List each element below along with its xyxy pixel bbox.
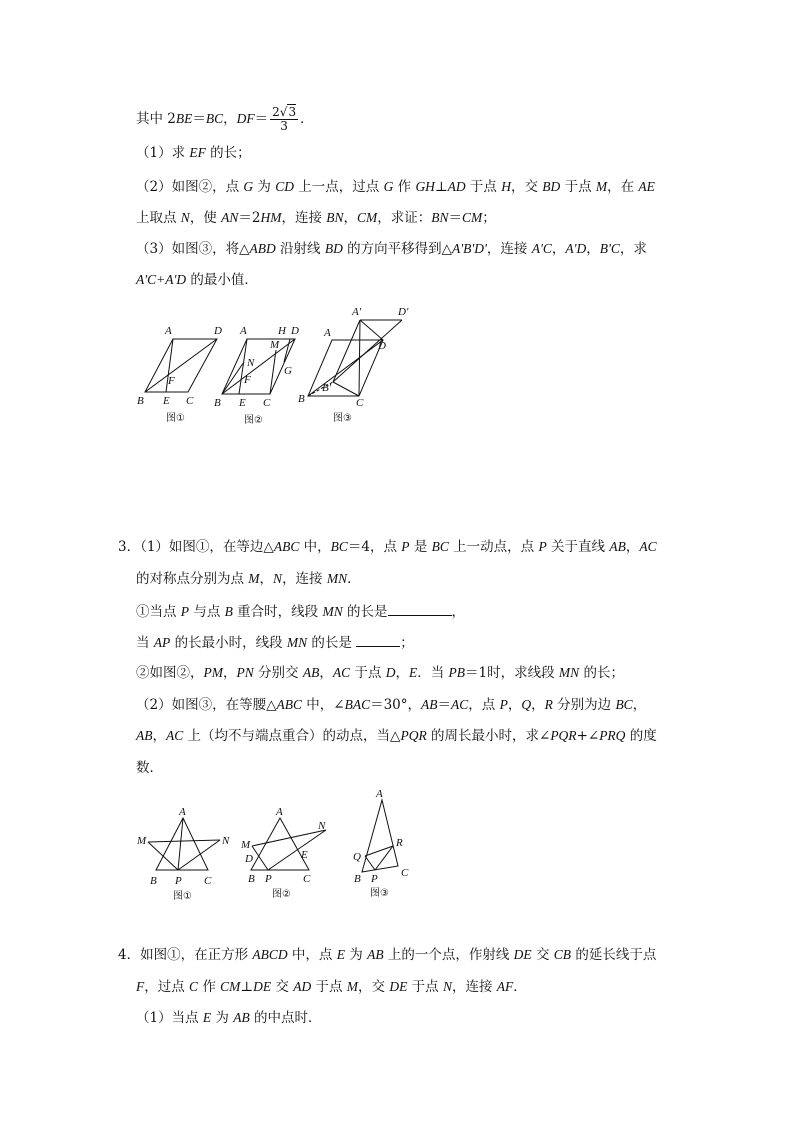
diagonal-bd: [308, 340, 383, 396]
var: A'D: [565, 241, 587, 256]
var: BD: [542, 179, 561, 194]
text: ，: [625, 539, 640, 555]
label-p: P: [175, 875, 182, 887]
fig-caption: 图①: [166, 413, 185, 424]
text: 交: [271, 979, 294, 995]
text: ，连接: [281, 210, 327, 226]
var: BD: [324, 241, 343, 256]
segment-bp-c: [333, 382, 359, 396]
label-b: B: [150, 875, 157, 887]
text: （2）如图③，在等腰△: [136, 697, 277, 713]
label-c: C: [263, 397, 271, 409]
text: （2）如图②，点: [136, 179, 244, 195]
label-bp: B′: [322, 382, 332, 394]
label-c: C: [204, 875, 212, 887]
segment-qp: [365, 856, 375, 870]
var: G: [383, 179, 394, 194]
var: AB: [421, 697, 438, 712]
text: 中，: [299, 539, 331, 555]
p2-q2-line1: [136, 177, 655, 197]
text: ，连接: [282, 571, 327, 587]
label-a: A: [276, 806, 283, 818]
p3-line8: [136, 758, 163, 778]
fraction: $\frac{2√3}{3}$: [272, 105, 297, 133]
var: BE: [175, 111, 193, 126]
segment-ap-bp: [333, 320, 360, 382]
text: 上（均不与端点重合）的动点，当△: [183, 728, 401, 744]
var: ABD: [249, 241, 276, 256]
text: （1）当点: [136, 1010, 203, 1026]
text: ．: [347, 571, 361, 587]
label-b: B: [298, 393, 305, 405]
text: 为: [344, 947, 368, 963]
text: ．: [300, 111, 314, 127]
var: DE: [389, 979, 408, 994]
text: ⊥: [240, 979, 254, 995]
var: HM: [260, 210, 282, 225]
text: （1）如图①，在等边△: [140, 539, 274, 555]
text: ②如图②，: [136, 665, 204, 681]
text: 的长是: [342, 604, 388, 620]
p3-figures: [0, 780, 794, 905]
var: AE: [638, 179, 655, 194]
var: AC: [451, 697, 469, 712]
segment-mp: [252, 846, 268, 870]
p3-line1: [118, 537, 657, 557]
label-c: C: [356, 397, 364, 409]
text: ，: [451, 604, 466, 620]
label-b: B: [214, 397, 221, 409]
label-a: A: [376, 788, 383, 800]
var: P: [499, 697, 508, 712]
var: R: [544, 697, 553, 712]
var: PRQ: [599, 728, 626, 743]
text: ，: [507, 697, 522, 713]
text: ，: [343, 210, 358, 226]
text: 数．: [136, 760, 163, 776]
label-p: P: [265, 873, 272, 885]
var: BC: [615, 697, 633, 712]
segment-ap-d: [360, 320, 383, 340]
var: D: [385, 665, 396, 680]
text: ，使: [189, 210, 222, 226]
text: ，: [319, 665, 333, 681]
var: AC: [639, 539, 657, 554]
var: PM: [203, 665, 223, 680]
text: 的对称点分别为点: [136, 571, 249, 587]
label-q: Q: [353, 851, 361, 863]
p2-q3-line1: [136, 239, 647, 259]
segment-gh: [284, 339, 290, 362]
var: ABC: [276, 697, 302, 712]
text: ．: [513, 979, 527, 995]
label-n: N: [222, 835, 230, 847]
diagonal-bd: [145, 339, 217, 392]
text: ，求: [619, 241, 647, 257]
text: 与点: [189, 604, 225, 620]
text: ，交: [510, 179, 543, 195]
label-f: F: [244, 374, 251, 386]
label-a: A: [165, 325, 172, 337]
var: MN: [286, 635, 308, 650]
text: ，连接: [451, 979, 497, 995]
text: 分别为边: [552, 697, 616, 713]
var: MN: [558, 665, 580, 680]
text: ，求证：: [377, 210, 432, 226]
p3-line3: [136, 601, 465, 622]
frac-radicand: 3: [288, 105, 297, 119]
label-a: A: [179, 806, 186, 818]
var: DE: [513, 947, 532, 962]
text: 如图①，在正方形: [140, 947, 253, 963]
text: 的长是: [307, 635, 357, 651]
var: ABCD: [252, 947, 288, 962]
frac-denominator: 3: [280, 119, 288, 133]
segment-pn: [178, 840, 220, 870]
var: BC: [431, 539, 449, 554]
var: M: [346, 979, 359, 994]
text: 于点: [560, 179, 596, 195]
text: ，: [531, 697, 545, 713]
label-r: R: [396, 837, 403, 849]
var: AF: [496, 979, 514, 994]
var: EF: [189, 145, 206, 160]
frac-coef: 2: [272, 105, 280, 119]
fig-caption: 图②: [272, 889, 291, 900]
text: 重合时，线段: [232, 604, 323, 620]
var: CM: [220, 979, 241, 994]
label-e: E: [239, 397, 246, 409]
p2-fig3: [298, 306, 409, 424]
label-n: N: [318, 820, 326, 832]
text: ＝: [437, 697, 452, 713]
text: ＝: [254, 111, 269, 127]
text: 的方向平移得到△: [342, 241, 453, 257]
text: 的周长最小时，求∠: [426, 728, 551, 744]
var: CM: [357, 210, 378, 225]
var: BC: [330, 539, 348, 554]
text: 其中 2: [136, 111, 176, 127]
fig-caption: 图③: [370, 888, 389, 899]
p4-line3: [136, 1008, 322, 1028]
p2-figures: [0, 300, 794, 430]
p2-condition: [136, 106, 314, 133]
label-d: D: [245, 853, 253, 865]
label-e: E: [301, 849, 308, 861]
var: AD: [293, 979, 312, 994]
var: AB: [233, 1010, 250, 1025]
problem-number: 4．: [118, 947, 141, 963]
p2-fig2: [214, 325, 299, 426]
label-b: B: [137, 395, 144, 407]
var: AD: [447, 179, 466, 194]
var: B'C: [599, 241, 620, 256]
text: ，在: [607, 179, 639, 195]
var: DE: [253, 979, 272, 994]
segment-bn: [222, 362, 244, 394]
fig-caption: 图②: [244, 415, 263, 426]
text: 交: [531, 947, 554, 963]
text: 于点: [350, 665, 386, 681]
p2-fig1: [137, 325, 222, 424]
text: ，: [152, 728, 166, 744]
var: A'C+A'D: [136, 272, 187, 287]
text: 上的一个点，作射线: [383, 947, 514, 963]
label-m: M: [137, 835, 147, 847]
label-d: D: [214, 325, 222, 337]
label-f: F: [168, 375, 175, 387]
text: ，: [223, 111, 237, 127]
text: ＝2: [238, 210, 261, 226]
text: ，连接: [486, 241, 532, 257]
p2-q3-line2: [136, 270, 258, 290]
var: P: [538, 539, 547, 554]
p3-line5: [136, 663, 624, 683]
text: 当: [136, 635, 154, 651]
var: AC: [332, 665, 351, 680]
var: AB: [302, 665, 320, 680]
var: M: [248, 571, 260, 586]
var: ABC: [273, 539, 300, 554]
var: AC: [166, 728, 184, 743]
var: PN: [236, 665, 254, 680]
text: ＝: [448, 210, 463, 226]
text: 于点: [311, 979, 347, 995]
text: 的中点时．: [249, 1010, 322, 1026]
segment-mp: [148, 842, 178, 870]
var: AB: [367, 947, 384, 962]
var: F: [136, 979, 145, 994]
text: ，: [395, 665, 409, 681]
text: 关于直线: [546, 539, 610, 555]
var: MN: [322, 604, 343, 619]
text: ＝1时，求线段: [465, 665, 559, 681]
p2-q1: [136, 143, 251, 163]
text: ＝30°，: [370, 697, 422, 713]
var: Q: [521, 697, 532, 712]
label-dp: D′: [398, 306, 409, 318]
text: ①当点: [136, 604, 181, 620]
p3-fig2: [240, 806, 326, 900]
text: ，过点: [144, 979, 190, 995]
text: 分别交: [253, 665, 303, 681]
text: ，点: [468, 697, 500, 713]
var: AN: [221, 210, 239, 225]
text: （1）求: [136, 145, 190, 161]
text: 的延长线于点: [571, 947, 657, 963]
text: 的最小值．: [186, 272, 258, 288]
text: ，: [632, 697, 647, 713]
text: 于点: [407, 979, 443, 995]
text: 中，点: [287, 947, 337, 963]
var: A'B'D': [452, 241, 487, 256]
text: +∠: [576, 728, 600, 744]
text: ，: [223, 665, 237, 681]
label-c: C: [401, 867, 409, 879]
label-a: A: [240, 325, 247, 337]
var: P: [401, 539, 410, 554]
var: CB: [553, 947, 572, 962]
text: ，: [551, 241, 566, 257]
text: 的长；: [205, 145, 251, 161]
var: AB: [136, 728, 153, 743]
label-d: D: [378, 340, 386, 352]
triangle-abc: [362, 800, 398, 872]
text: 作: [198, 979, 221, 995]
label-g: G: [284, 365, 292, 377]
p3-line6: [136, 695, 646, 715]
p3-fig1: [136, 806, 230, 902]
label-c: C: [186, 395, 194, 407]
text: 沿射线: [275, 241, 325, 257]
text: 是: [409, 539, 432, 555]
var: PQR: [550, 728, 577, 743]
segment-ap-c: [359, 320, 360, 396]
fig-caption: 图③: [333, 413, 352, 424]
label-a: A: [324, 327, 331, 339]
label-ap: A′: [352, 306, 362, 318]
text: ，交: [358, 979, 390, 995]
var: BN: [326, 210, 344, 225]
var: G: [243, 179, 254, 194]
text: 为: [253, 179, 276, 195]
var: B: [224, 604, 233, 619]
text: 的长最小时，线段: [170, 635, 287, 651]
var: E: [202, 1010, 212, 1025]
label-n: N: [247, 357, 255, 369]
text: ，: [259, 571, 274, 587]
text: （3）如图③，将△: [136, 241, 250, 257]
text: ；: [400, 635, 414, 651]
text: 为: [211, 1010, 234, 1026]
problem-number: 3．: [118, 539, 141, 555]
text: 的度: [625, 728, 657, 744]
label-p: P: [371, 873, 378, 885]
p4-line1: [118, 945, 656, 965]
var: CM: [462, 210, 483, 225]
text: ．当: [417, 665, 449, 681]
text: ⊥: [434, 179, 448, 195]
p4-line2: [136, 977, 527, 997]
segment-mn: [148, 840, 220, 842]
fig-caption: 图①: [173, 891, 192, 902]
text: ；: [482, 210, 496, 226]
text: 上一点，过点: [294, 179, 384, 195]
var: A'C: [531, 241, 552, 256]
label-m: M: [241, 839, 251, 851]
var: H: [501, 179, 511, 194]
var: AP: [153, 635, 171, 650]
var: PB: [448, 665, 466, 680]
text: ，: [586, 241, 600, 257]
var: PQR: [400, 728, 427, 743]
text: 上一动点，点: [448, 539, 539, 555]
text: ＝: [192, 111, 206, 127]
label-h: H: [278, 325, 286, 337]
p2-q2-line2: [136, 208, 496, 228]
var: N: [442, 979, 452, 994]
label-b: B: [248, 873, 255, 885]
var: AB: [609, 539, 626, 554]
var: GH: [415, 179, 435, 194]
p3-fig3: [353, 788, 409, 899]
var: E: [336, 947, 345, 962]
p3-line4: [136, 632, 414, 653]
label-d: D: [291, 325, 299, 337]
var: BN: [431, 210, 449, 225]
text: 上取点: [136, 210, 181, 226]
label-m: M: [270, 339, 280, 351]
label-e: E: [163, 395, 170, 407]
label-c: C: [303, 873, 311, 885]
var: BC: [205, 111, 224, 126]
text: 中，∠: [301, 697, 345, 713]
var: DF: [236, 111, 255, 126]
p3-line7: [136, 726, 657, 746]
answer-blank[interactable]: [388, 601, 452, 616]
var: C: [189, 979, 199, 994]
var: E: [408, 665, 418, 680]
p3-line2: [136, 569, 361, 589]
var: BAC: [344, 697, 371, 712]
text: 作: [393, 179, 416, 195]
label-b: B: [354, 873, 361, 885]
var: M: [595, 179, 608, 194]
var: N: [180, 210, 190, 225]
answer-blank[interactable]: [356, 632, 400, 647]
var: N: [273, 571, 283, 586]
text: 的长；: [579, 665, 624, 681]
text: ＝4，点: [347, 539, 402, 555]
var: MN: [326, 571, 348, 586]
text: 于点: [465, 179, 502, 195]
var: P: [180, 604, 190, 619]
var: CD: [275, 179, 294, 194]
